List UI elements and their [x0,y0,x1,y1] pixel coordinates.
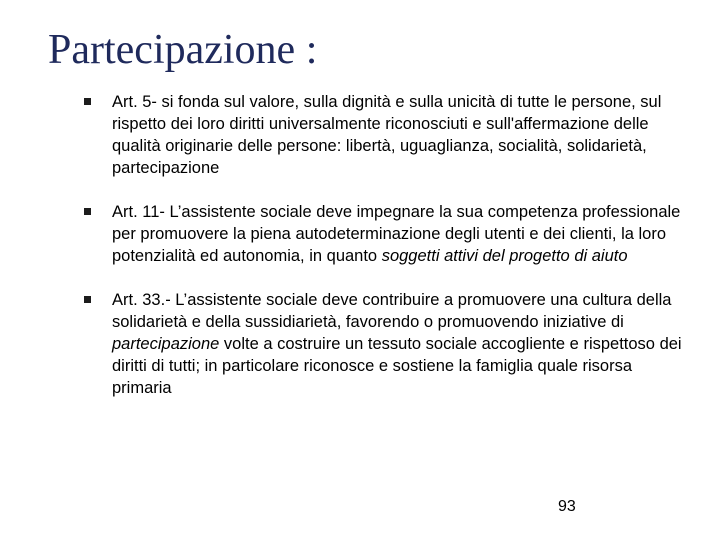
bullet-list [84,91,694,399]
bullet-text-segment: volte a costruire un tessuto sociale accogliente e rispettoso dei diritti di tutti; in particolare riconosce e sostiene la famiglia quale risorsa primaria [112,335,682,397]
square-bullet-icon [84,296,91,303]
bullet-art-33 [84,289,694,399]
bullet-text [112,91,694,179]
slide-title: Partecipazione : [48,27,318,73]
bullet-text [112,289,694,399]
bullet-text-segment: Art. 33.- L’assistente sociale deve contribuire a promuovere una cultura della solidarietà e della sussidiarietà, favorendo o promuovendo iniziative di [112,291,672,331]
bullet-text-segment: Art. 11- L’assistente sociale deve impegnare la sua competenza professionale per promuovere la piena autodeterminazione degli utenti e dei clienti, la loro potenzialità ed autonomia, in quanto [112,203,681,265]
bullet-text-segment: Art. 5- si fonda sul valore, sulla dignità e sulla unicità di tutte le persone, sul rispetto dei loro diritti universalmente riconosciuti e sull'affermazione delle qualità originarie delle persone: libertà, uguaglianza, socialità, solidarietà, partecipazione [112,93,662,177]
bullet-text [112,201,694,267]
bullet-art-11 [84,201,694,267]
page-number: 93 [558,498,576,515]
square-bullet-icon [84,208,91,215]
bullet-art-5 [84,91,694,179]
bullet-text-italic: partecipazione [112,335,220,353]
bullet-text-italic: soggetti attivi del progetto di aiuto [381,247,628,265]
square-bullet-icon [84,98,91,105]
